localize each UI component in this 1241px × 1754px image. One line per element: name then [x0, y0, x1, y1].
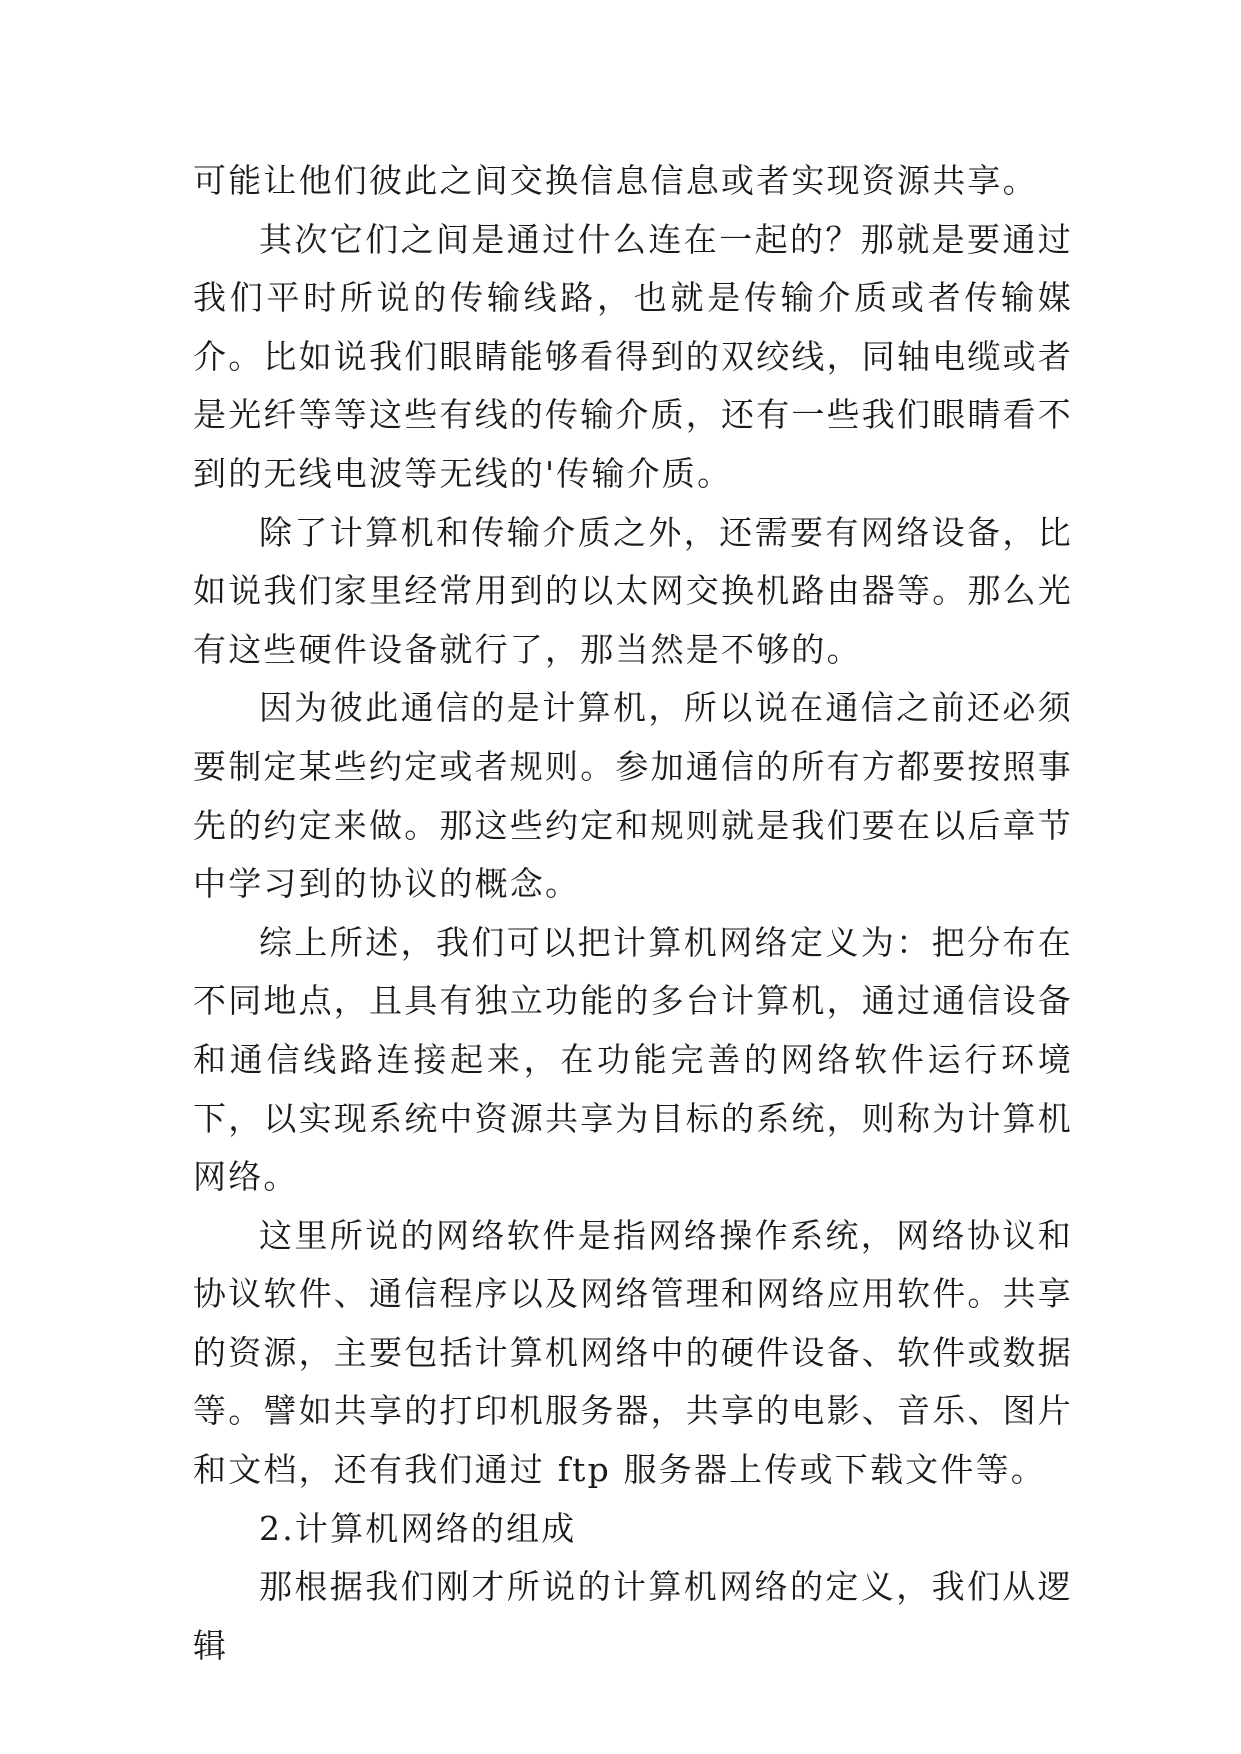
paragraph-protocols: 因为彼此通信的是计算机，所以说在通信之前还必须要制定某些约定或者规则。参加通信的所有方都要按照事先的约定来做。那这些约定和规则就是我们要在以后章节中学习到的协议的概念。: [193, 688, 1073, 904]
section-heading: 2.计算机网络的组成: [259, 1508, 577, 1548]
paragraph-composition-intro: 那根据我们刚才所说的计算机网络的定义，我们从逻辑: [193, 1567, 1073, 1665]
paragraph-continuation: 可能让他们彼此之间交换信息信息或者实现资源共享。: [193, 161, 1038, 200]
paragraph-network-software: 这里所说的网络软件是指网络操作系统，网络协议和协议软件、通信程序以及网络管理和网络应用软件。共享的资源，主要包括计算机网络中的硬件设备、软件或数据等。譬如共享的打印机服务器，共享的电影、音乐、图片和文档，还有我们通过 ftp 服务器上传或下载文件等。: [193, 1215, 1073, 1490]
paragraph-network-devices: 除了计算机和传输介质之外，还需要有网络设备，比如说我们家里经常用到的以太网交换机路由器等。那么光有这些硬件设备就行了，那当然是不够的。: [193, 512, 1073, 669]
document-body: [193, 152, 1073, 1675]
paragraph-definition: 综上所述，我们可以把计算机网络定义为：把分布在不同地点，且具有独立功能的多台计算机，通过通信设备和通信线路连接起来，在功能完善的网络软件运行环境下，以实现系统中资源共享为目标的系统，则称为计算机网络。: [193, 922, 1073, 1197]
paragraph-transmission-media: 其次它们之间是通过什么连在一起的？那就是要通过我们平时所说的传输线路，也就是传输介质或者传输媒介。比如说我们眼睛能够看得到的双绞线，同轴电缆或者是光纤等等这些有线的传输介质，还有一些我们眼睛看不到的无线电波等无线的'传输介质。: [193, 219, 1073, 493]
